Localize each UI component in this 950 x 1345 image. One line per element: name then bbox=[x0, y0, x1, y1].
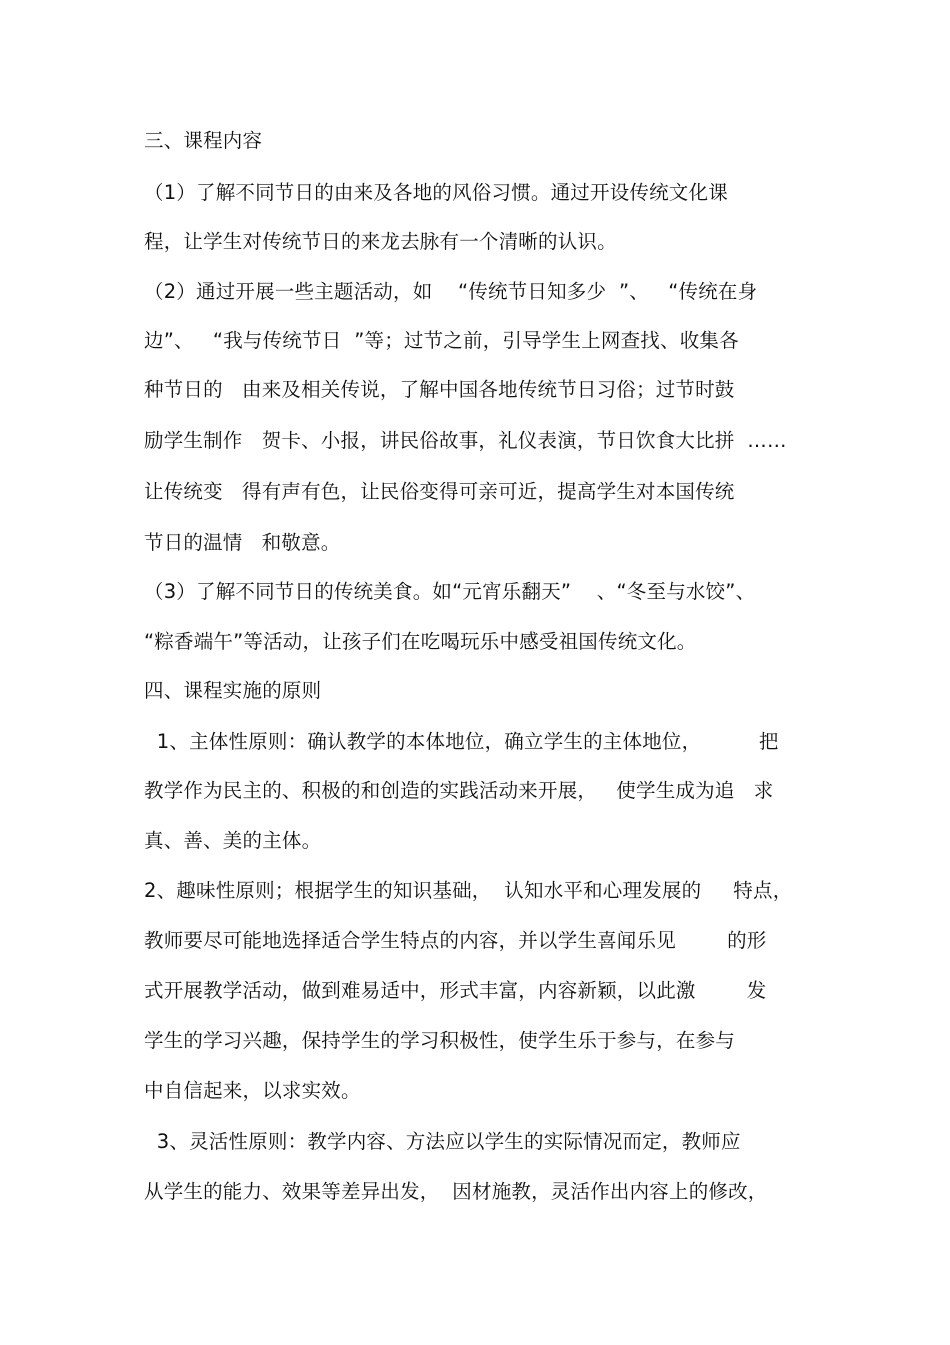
paragraph-line: 边”、 “我与传统节日 ”等；过节之前，引导学生上网查找、收集各 bbox=[144, 329, 739, 352]
paragraph-line: 从学生的能力、效果等差异出发， 因材施教，灵活作出内容上的修改， bbox=[144, 1180, 768, 1203]
paragraph-line: 真、善、美的主体。 bbox=[144, 829, 322, 852]
paragraph-line: 式开展教学活动，做到难易适中，形式丰富，内容新颖，以此激 发 bbox=[144, 979, 767, 1002]
paragraph-line: （2）通过开展一些主题活动，如 “传统节日知多少 ”、 “传统在身 bbox=[144, 280, 758, 303]
paragraph-line: （1）了解不同节日的由来及各地的风俗习惯。通过开设传统文化课 bbox=[144, 181, 728, 204]
paragraph-line: 种节日的 由来及相关传说，了解中国各地传统节日习俗；过节时鼓 bbox=[144, 378, 735, 401]
section-heading-course-content: 三、课程内容 bbox=[144, 129, 263, 152]
paragraph-line: 程，让学生对传统节日的来龙去脉有一个清晰的认识。 bbox=[144, 230, 617, 253]
section-heading-implementation-principles: 四、课程实施的原则 bbox=[144, 679, 322, 702]
paragraph-line: 教学作为民主的、积极的和创造的实践活动来开展， 使学生成为追 求 bbox=[144, 779, 774, 802]
paragraph-line: 励学生制作 贺卡、小报，讲民俗故事，礼仪表演，节日饮食大比拼 …… bbox=[144, 429, 787, 452]
paragraph-line: 节日的温情 和敬意。 bbox=[144, 531, 341, 554]
paragraph-line: （3）了解不同节日的传统美食。如“元宵乐翻天” 、“冬至与水饺”、 bbox=[144, 580, 756, 603]
paragraph-line: 1、主体性原则：确认教学的本体地位，确立学生的主体地位， 把 bbox=[144, 730, 779, 753]
paragraph-line: “粽香端午”等活动，让孩子们在吃喝玩乐中感受祖国传统文化。 bbox=[144, 630, 697, 653]
paragraph-line: 中自信起来，以求实效。 bbox=[144, 1079, 361, 1102]
paragraph-line: 教师要尽可能地选择适合学生特点的内容，并以学生喜闻乐见 的形 bbox=[144, 929, 767, 952]
paragraph-line: 3、灵活性原则：教学内容、方法应以学生的实际情况而定，教师应 bbox=[144, 1130, 741, 1153]
paragraph-line: 让传统变 得有声有色，让民俗变得可亲可近，提高学生对本国传统 bbox=[144, 480, 735, 503]
paragraph-line: 2、趣味性原则；根据学生的知识基础， 认知水平和心理发展的 特点， bbox=[144, 879, 793, 902]
paragraph-line: 学生的学习兴趣，保持学生的学习积极性，使学生乐于参与，在参与 bbox=[144, 1029, 736, 1052]
